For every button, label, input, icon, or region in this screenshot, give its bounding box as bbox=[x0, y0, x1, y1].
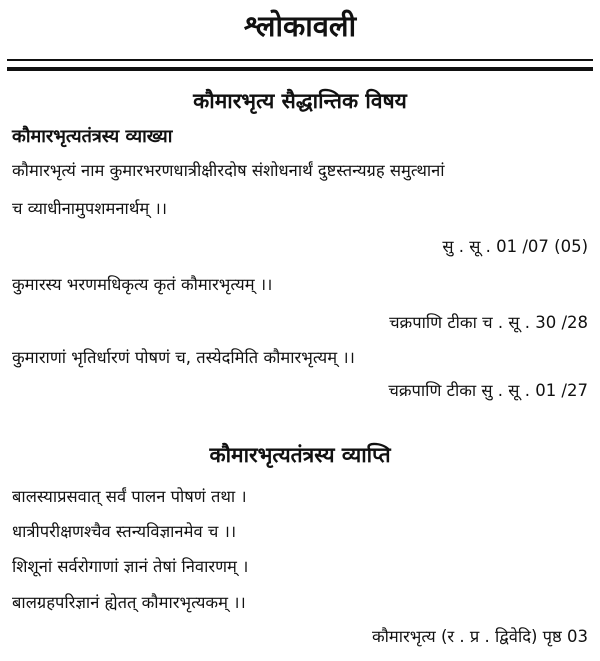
title-rule-thin bbox=[7, 59, 593, 61]
scope-line1: बालस्याप्रसवात् सर्वं पालन पोषणं तथा । bbox=[12, 487, 247, 506]
verse1-line1: कौमारभृत्यं नाम कुमारभरणधात्रीक्षीरदोष संशोधनार्थं दुष्टस्तन्यग्रह समुत्थानां bbox=[12, 161, 445, 180]
reference-3: चक्रपाणि टीका सु . सू . 01 /27 bbox=[388, 381, 588, 400]
reference-2: चक्रपाणि टीका च . सू . 30 /28 bbox=[389, 313, 588, 332]
page-title: श्लोकावली bbox=[243, 9, 357, 43]
scope-line4: बालग्रहपरिज्ञानं ह्येतत् कौमारभृत्यकम् ।। bbox=[12, 593, 246, 612]
subheading-definition: कौमारभृत्यतंत्रस्य व्याख्या bbox=[12, 126, 173, 147]
scope-line2: धात्रीपरीक्षणश्चैव स्तन्यविज्ञानमेव च ।। bbox=[12, 522, 237, 541]
reference-1: सु . सू . 01 /07 (05) bbox=[442, 237, 588, 256]
title-rule-thick bbox=[7, 67, 593, 71]
verse1-line2: च व्याधीनामुपशमनार्थम् ।। bbox=[12, 199, 167, 218]
reference-scope: कौमारभृत्य (र . प्र . द्विवेदि) पृष्ठ 03 bbox=[371, 627, 588, 646]
section-heading-principles: कौमारभृत्य सैद्धान्तिक विषय bbox=[193, 89, 407, 113]
verse3: कुमाराणां भृतिर्धारणं पोषणं च, तस्येदमिति कौमारभृत्यम् ।। bbox=[12, 348, 355, 367]
verse2: कुमारस्य भरणमधिकृत्य कृतं कौमारभृत्यम् ।। bbox=[12, 275, 273, 294]
section-heading-scope: कौमारभृत्यतंत्रस्य व्याप्ति bbox=[209, 443, 391, 467]
scope-line3: शिशूनां सर्वरोगाणां ज्ञानं तेषां निवारणम् । bbox=[12, 557, 249, 576]
